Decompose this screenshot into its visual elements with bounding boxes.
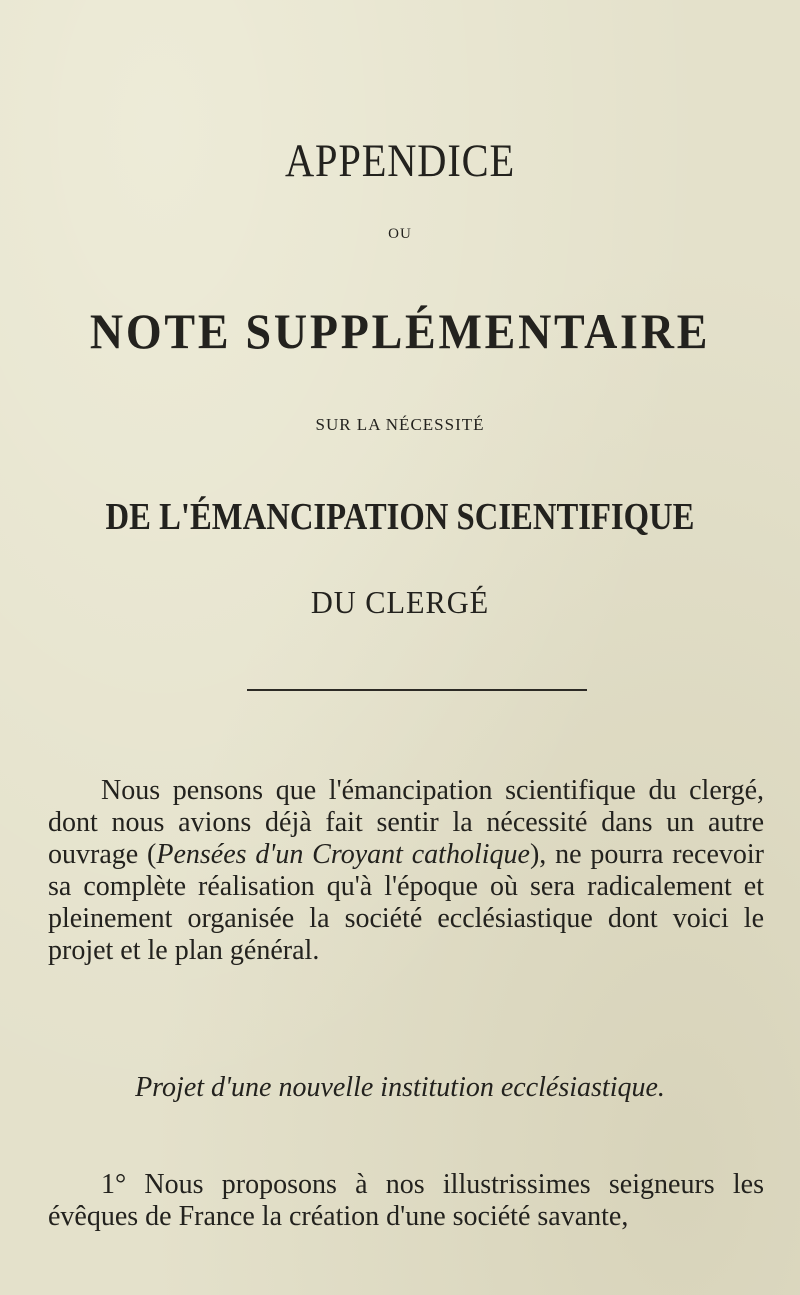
title-appendice: APPENDICE — [284, 135, 516, 187]
section-divider — [247, 689, 587, 691]
paragraph-intro-text-start: Nous pensons que l'émancipation scientifique du clergé, dont nous avions déjà fait sentir la nécessité dans un autre ouvrage ( — [48, 775, 764, 870]
title-du-clerge: DU CLERGÉ — [310, 584, 490, 620]
title-sur-la-necessite: SUR LA NÉCESSITÉ — [315, 415, 485, 434]
paragraph-proposal: 1° Nous proposons à nos illustrissimes seigneurs les évêques de France la création d'une société savante, — [48, 1169, 764, 1232]
cited-work-title: Pensées d'un Croyant catholique — [156, 839, 530, 870]
title-ou: OU — [388, 226, 412, 242]
paragraph-intro-text-end: ), ne pourra recevoir sa complète réalisation qu'à l'époque où sera radicalement et pleinement organisée la société ecclésiastique dont voici le projet et le plan général. — [48, 839, 764, 966]
title-note-supplementaire: NOTE SUPPLÉMENTAIRE — [89, 303, 711, 359]
title-emancipation-scientifique: DE L'ÉMANCIPATION SCIENTIFIQUE — [105, 496, 695, 538]
paragraph-intro — [48, 775, 764, 967]
section-subheading: Projet d'une nouvelle institution ecclésiastique. — [135, 1072, 665, 1103]
